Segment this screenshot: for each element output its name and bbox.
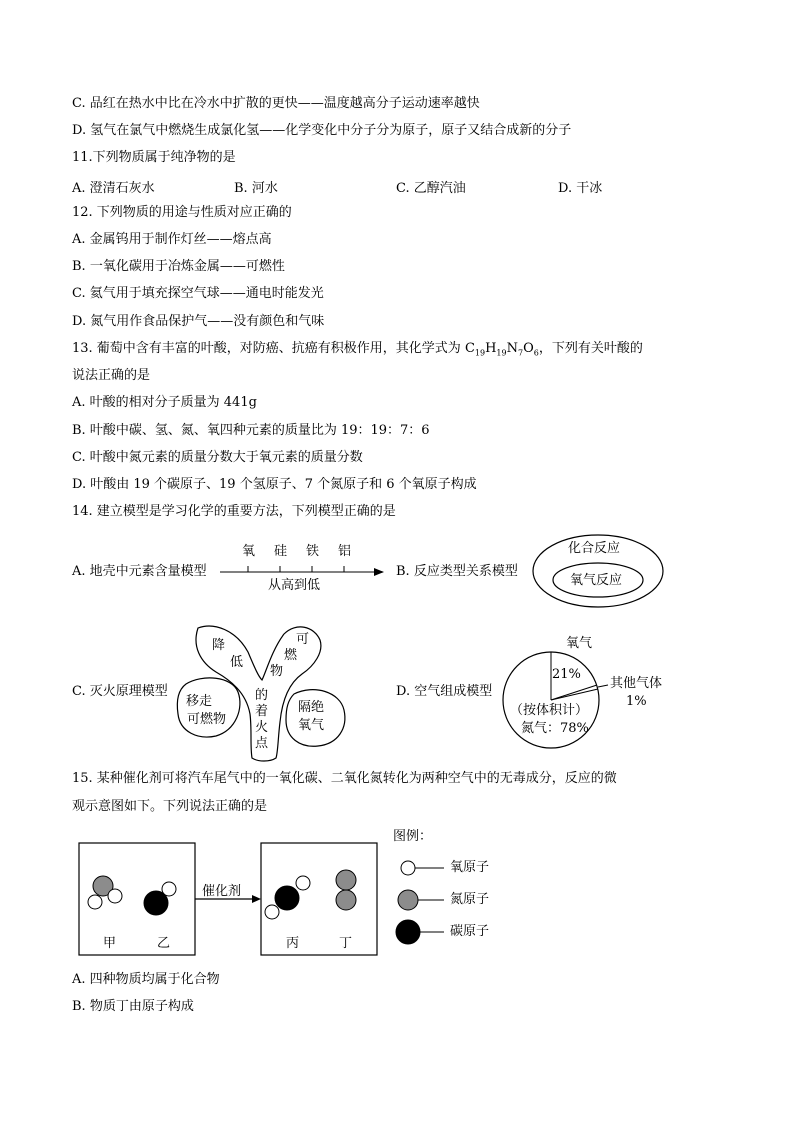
model-b-outer-text: 化合反应 [568, 541, 621, 556]
model-d-pie [500, 645, 700, 755]
model-c-left-arm-1: 降 [212, 638, 226, 653]
carbon-atom [144, 891, 168, 915]
product-label-bing: 丙 [286, 936, 300, 951]
reaction-arrow-head [252, 895, 261, 903]
pie-divider-other [551, 689, 598, 700]
model-a-element-2: 硅 [274, 544, 288, 559]
model-b-inner-text: 氧气反应 [570, 573, 623, 588]
model-c-right-blob-2: 氧气 [298, 718, 325, 733]
model-c-stem-1: 的 [255, 688, 269, 703]
model-d-label: D. 空气组成模型 [396, 684, 493, 699]
q12-stem: 12. 下列物质的用途与性质对应正确的 [72, 205, 292, 220]
q15-option-b: B. 物质丁由原子构成 [72, 999, 194, 1014]
q11-option-d: D. 干冰 [558, 181, 603, 196]
legend-oxygen: 氧原子 [450, 860, 490, 875]
q12-option-c: C. 氦气用于填充探空气球——通电时能发光 [72, 286, 324, 301]
oxygen-atom [88, 895, 102, 909]
legend-oxygen-icon [401, 861, 415, 875]
model-c-left-blob-2: 可燃物 [187, 712, 227, 727]
q13-stem-tail: ，下列有关叶酸的 [538, 341, 643, 356]
model-a-caption: 从高到低 [268, 578, 321, 593]
model-c-stem-3: 火 [255, 720, 269, 735]
model-c-stem-4: 点 [255, 736, 269, 751]
q13-o-subscript: 6 [533, 348, 539, 358]
model-a-element-3: 铁 [306, 544, 320, 559]
q12-option-d: D. 氮气用作食品保护气——没有颜色和气味 [72, 314, 325, 329]
model-a-arrow [216, 560, 386, 580]
q13-n-symbol: N [506, 341, 518, 356]
oxygen-atom [265, 905, 279, 919]
model-c-right-blob-1: 隔绝 [298, 700, 325, 715]
q11-option-b: B. 河水 [234, 181, 278, 196]
legend-nitrogen: 氮原子 [450, 892, 490, 907]
model-d-oxygen-label: 氧气 [566, 636, 593, 651]
other-gas-leader [598, 685, 608, 687]
legend-nitrogen-icon [398, 890, 418, 910]
q13-stem-line2: 说法正确的是 [72, 368, 151, 383]
model-a-element-4: 铝 [338, 544, 352, 559]
model-c-stem-2: 着 [255, 704, 269, 719]
legend-carbon: 碳原子 [450, 924, 490, 939]
q10-option-c: C. 品红在热水中比在冷水中扩散的更快——温度越高分子运动速率越快 [72, 96, 480, 111]
model-d-other-label: 其他气体 [610, 676, 663, 691]
nitrogen-atom [336, 870, 356, 890]
legend-carbon-icon [396, 920, 420, 944]
model-a-label: A. 地壳中元素含量模型 [72, 564, 207, 579]
legend-symbols [394, 852, 454, 948]
oxygen-atom [108, 889, 122, 903]
model-d-other-pct: 1% [626, 694, 647, 709]
q11-option-c: C. 乙醇汽油 [396, 181, 466, 196]
catalyst-label: 催化剂 [202, 884, 242, 899]
model-d-basis: （按体积计） [510, 703, 589, 718]
q13-option-a: A. 叶酸的相对分子质量为 441g [72, 395, 257, 410]
model-a-element-1: 氧 [242, 544, 256, 559]
q14-stem: 14. 建立模型是学习化学的重要方法，下列模型正确的是 [72, 504, 396, 519]
model-b-label: B. 反应类型关系模型 [396, 564, 518, 579]
reactant-label-jia: 甲 [103, 936, 117, 951]
q15-option-a: A. 四种物质均属于化合物 [72, 972, 220, 987]
q13-h-subscript: 19 [496, 348, 507, 358]
model-c-right-arm-2: 燃 [284, 648, 298, 663]
q13-stem-text: 13. 葡萄中含有丰富的叶酸，对防癌、抗癌有积极作用，其化学式为 C [72, 341, 475, 356]
q15-stem-line1: 15. 某种催化剂可将汽车尾气中的一氧化碳、二氧化氮转化为两种空气中的无毒成分，反应的微 [72, 771, 617, 786]
oxygen-atom [296, 876, 310, 890]
q13-n-subscript: 7 [517, 348, 524, 358]
q15-stem-line2: 观示意图如下。下列说法正确的是 [72, 799, 268, 814]
q11-option-a: A. 澄清石灰水 [72, 181, 155, 196]
model-c-left-blob-1: 移走 [186, 694, 213, 709]
q13-option-c: C. 叶酸中氮元素的质量分数大于氧元素的质量分数 [72, 450, 363, 465]
model-d-nitrogen: 氮气：78% [521, 721, 589, 736]
reactant-label-yi: 乙 [157, 936, 171, 951]
pie-divider-oxygen [551, 685, 597, 700]
q11-stem: 11.下列物质属于纯净物的是 [72, 150, 236, 165]
q13-option-d: D. 叶酸由 19 个碳原子、19 个氢原子、7 个氮原子和 6 个氧原子构成 [72, 477, 477, 492]
carbon-atom [275, 886, 299, 910]
model-c-right-arm-3: 物 [270, 664, 284, 679]
model-c-right-arm-1: 可 [296, 632, 310, 647]
product-label-ding: 丁 [339, 936, 353, 951]
model-d-oxygen-pct: 21% [552, 667, 581, 682]
q13-c-subscript: 19 [474, 348, 486, 358]
q13-h-symbol: H [485, 341, 497, 356]
q13-o-symbol: O [523, 341, 534, 356]
q10-option-d: D. 氢气在氯气中燃烧生成氯化氢——化学变化中分子分为原子，原子又结合成新的分子 [72, 123, 572, 138]
q13-option-b: B. 叶酸中碳、氢、氮、氧四种元素的质量比为 19：19：7：6 [72, 423, 430, 438]
legend-title: 图例： [393, 829, 433, 844]
q12-option-b: B. 一氧化碳用于冶炼金属——可燃性 [72, 259, 285, 274]
model-c-left-arm-2: 低 [230, 655, 244, 670]
q12-option-a: A. 金属钨用于制作灯丝——熔点高 [72, 232, 272, 247]
nitrogen-atom [336, 890, 356, 910]
q13-stem [72, 341, 643, 362]
model-c-label: C. 灭火原理模型 [72, 684, 168, 699]
